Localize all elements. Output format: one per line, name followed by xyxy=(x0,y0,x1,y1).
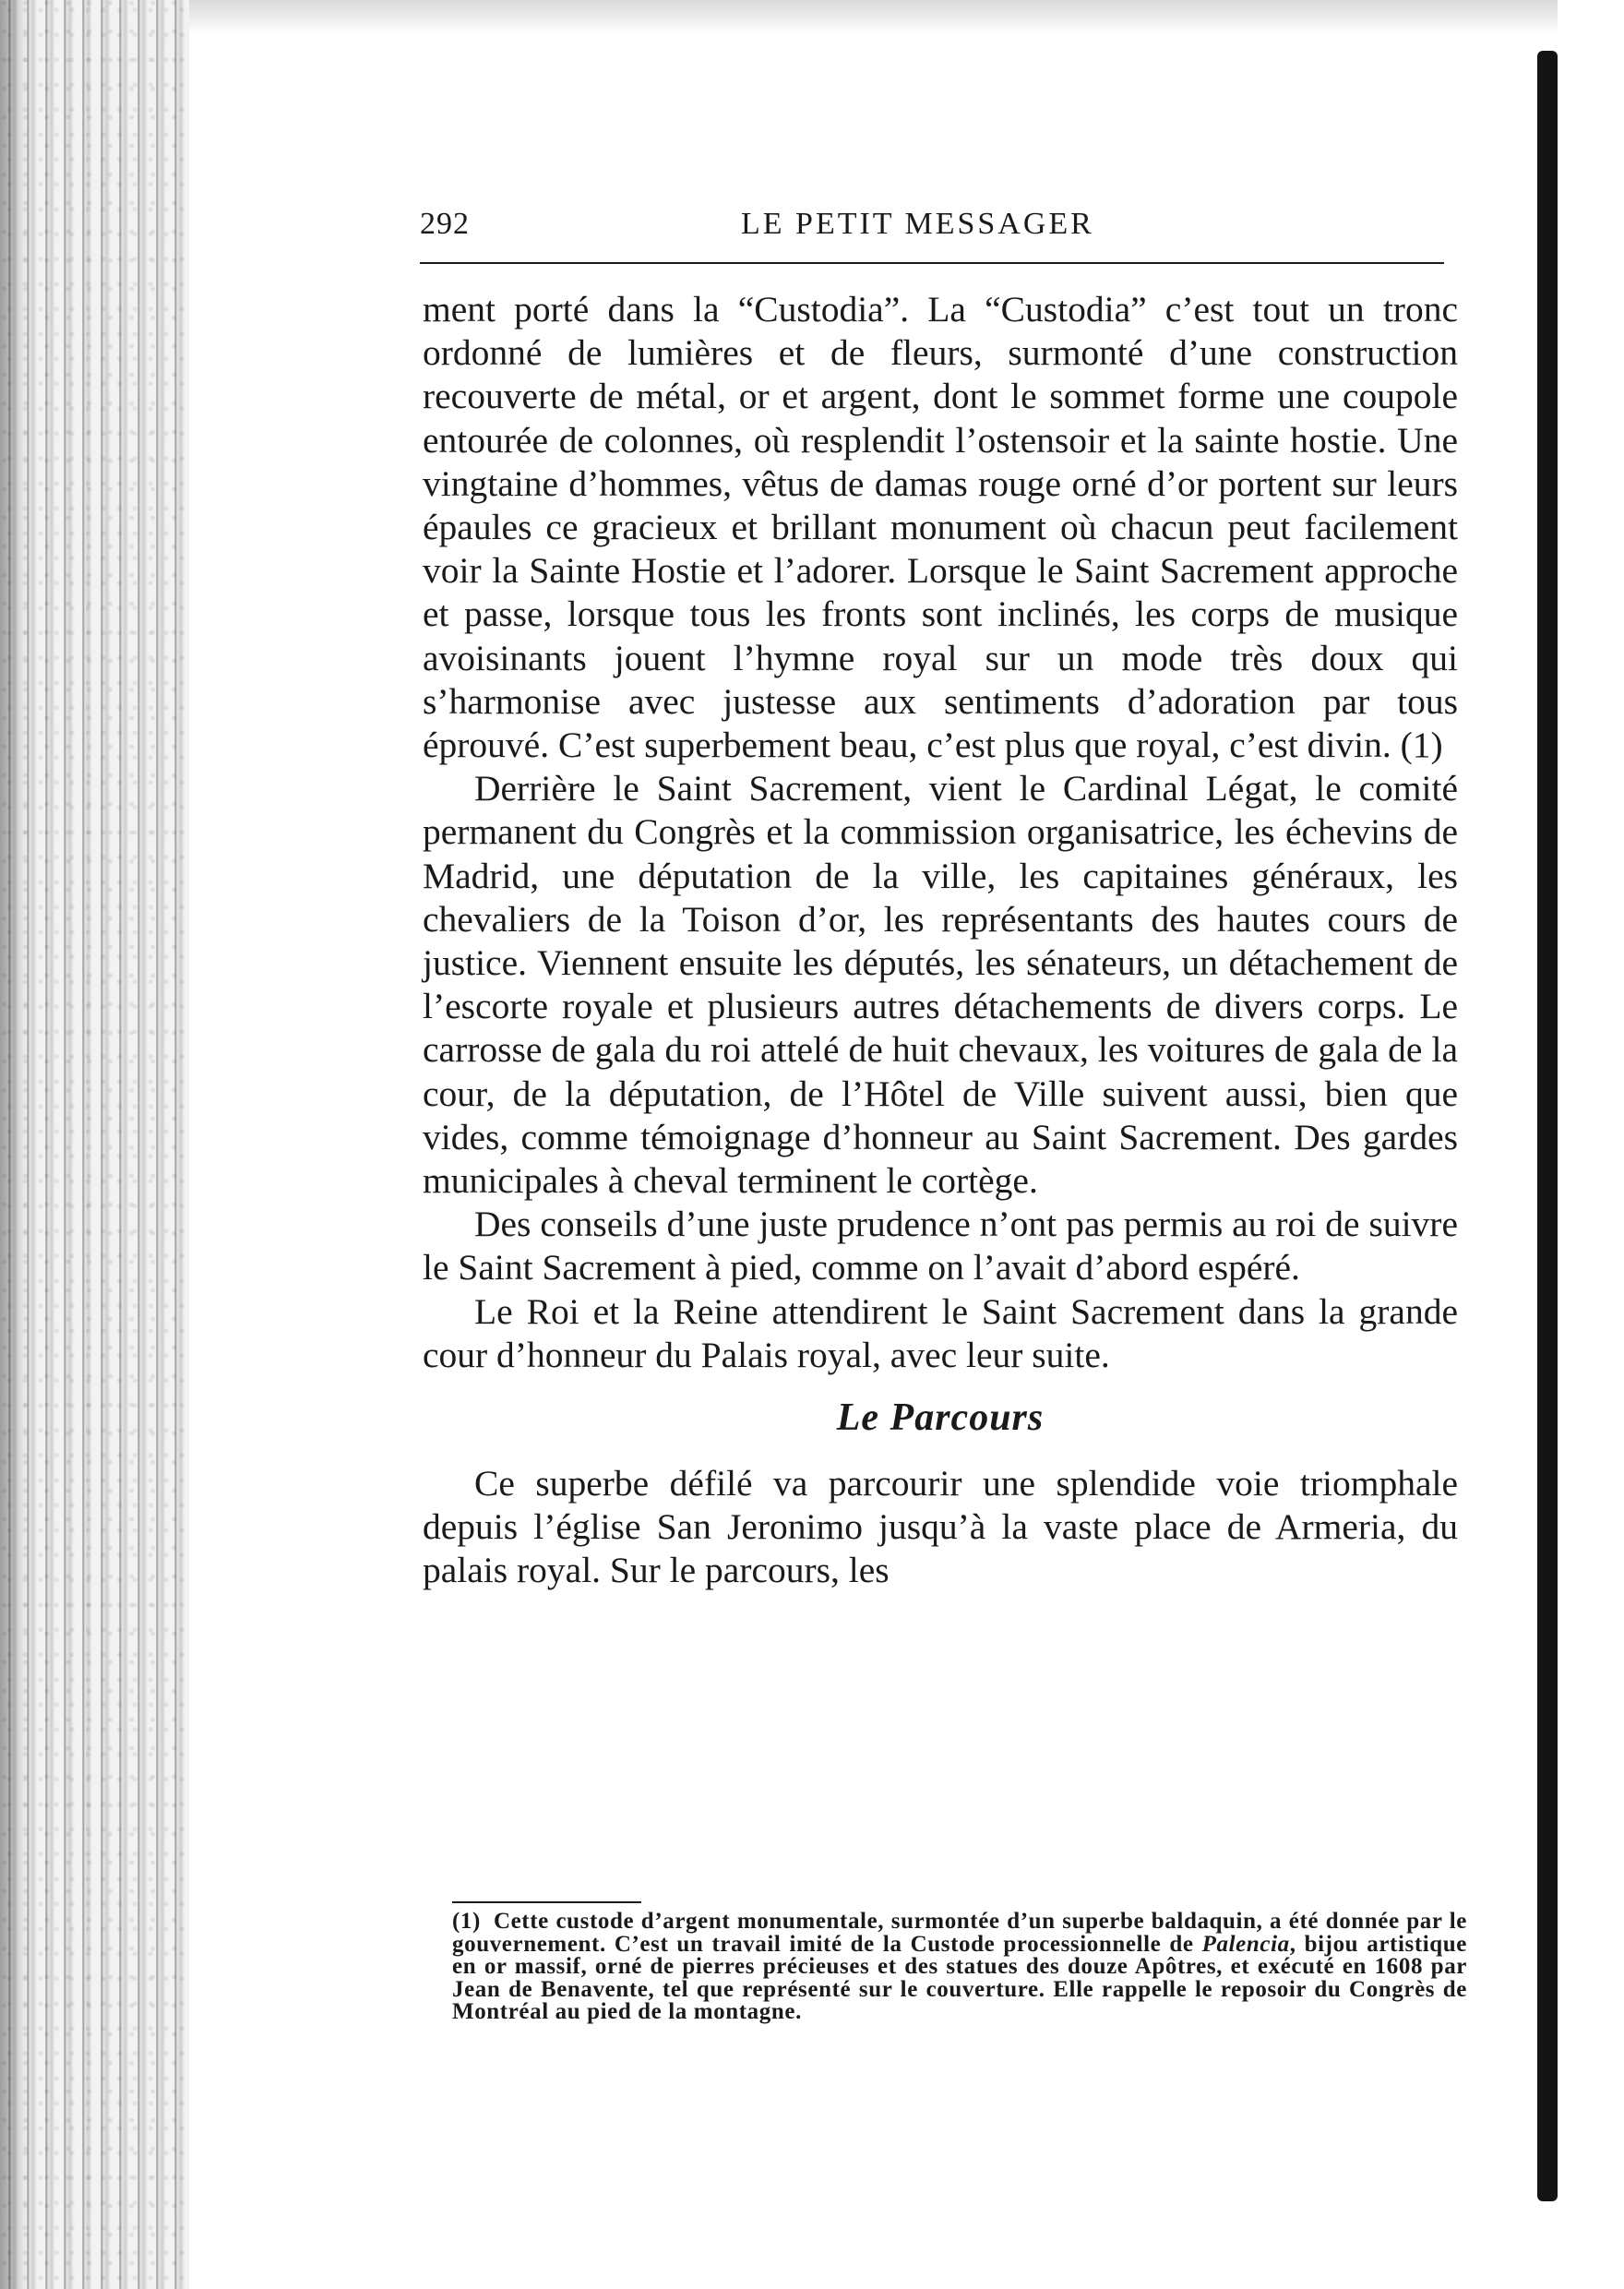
footnote-rule xyxy=(452,1901,641,1903)
page-top-edge xyxy=(0,0,1624,35)
right-margin xyxy=(1558,0,1624,2289)
running-title: LE PETIT MESSAGER xyxy=(741,207,1094,241)
footnote-number: (1) xyxy=(452,1909,481,1934)
section-heading: Le Parcours xyxy=(836,1396,1045,1440)
footnote xyxy=(452,1911,1467,2024)
body-text xyxy=(423,288,1458,1593)
book-page-edges xyxy=(0,0,189,2289)
paragraph: Des conseils d’une juste prudence n’ont pas permis au roi de suivre le Saint Sacrement à pied, comme on l’avait d’abord espéré. xyxy=(423,1204,1458,1288)
paragraph: Le Roi et la Reine attendirent le Saint Sacrement dans la grande cour d’honneur du Palais royal, avec leur suite. xyxy=(423,1290,1458,1375)
paragraph: Ce superbe défilé va parcourir une splendide voie triomphale depuis l’église San Jeronimo jusqu’à la vaste place de Armeria, du palais royal. Sur le parcours, les xyxy=(423,1463,1458,1591)
running-head xyxy=(420,207,1444,247)
book-gutter-shadow xyxy=(1537,51,1558,2201)
paragraph: Derrière le Saint Sacrement, vient le Cardinal Légat, le comité permanent du Congrès et la commission organisatrice, les échevins de Madrid, une députation de la ville, les capitaines généraux, les chevaliers de la Toison d’or, les représentants des hautes cours de justice. Viennent ensuite les députés, les sénateurs, un détachement de l’escorte royale et plusieurs autres détachements de divers corps. Le carrosse de gala du roi attelé de huit chevaux, les voitures de gala de la cour, de la députation, de l’Hôtel de Ville suivent aussi, bien que vides, comme témoignage d’honneur au Saint Sacrement. Des gardes municipales à cheval terminent le cortège. xyxy=(423,768,1458,1202)
footnote-text-end: , bijou artistique en or massif, orné de pierres précieuses et des statues des douze Apôtres, et exécuté en 1608 par Jean de Benavente, tel que représenté sur le couverture. Elle rappelle le reposoir du Congrès de Montréal au pied de la montagne. xyxy=(452,1931,1467,2024)
header-rule xyxy=(420,262,1444,264)
page-number: 292 xyxy=(420,207,470,241)
footnote-text: Cette custode d’argent monumentale, surmontée d’un superbe baldaquin, a été donnée par le gouvernement. C’est un travail imité de la Custode processionnelle de xyxy=(452,1909,1467,1957)
paragraph-continued: ment porté dans la “Custodia”. La “Custodia” c’est tout un tronc ordonné de lumières et de fleurs, surmonté d’une construction recouverte de métal, or et argent, dont le sommet forme une coupole entourée de colonnes, où resplendit l’ostensoir et la sainte hostie. Une vingtaine d’hommes, vêtus de damas rouge orné d’or portent sur leurs épaules ce gracieux et brillant monument où chacun peut facilement voir la Sainte Hostie et l’adorer. Lorsque le Saint Sacrement approche et passe, lorsque tous les fronts sont inclinés, les corps de musique avoisinants jouent l’hymne royal sur un mode très doux qui s’harmonise avec justesse aux sentiments d’adoration par tous éprouvé. C’est superbement beau, c’est plus que royal, c’est divin. (1) xyxy=(423,289,1458,766)
footnote-italic-word: Palencia xyxy=(1201,1931,1290,1957)
